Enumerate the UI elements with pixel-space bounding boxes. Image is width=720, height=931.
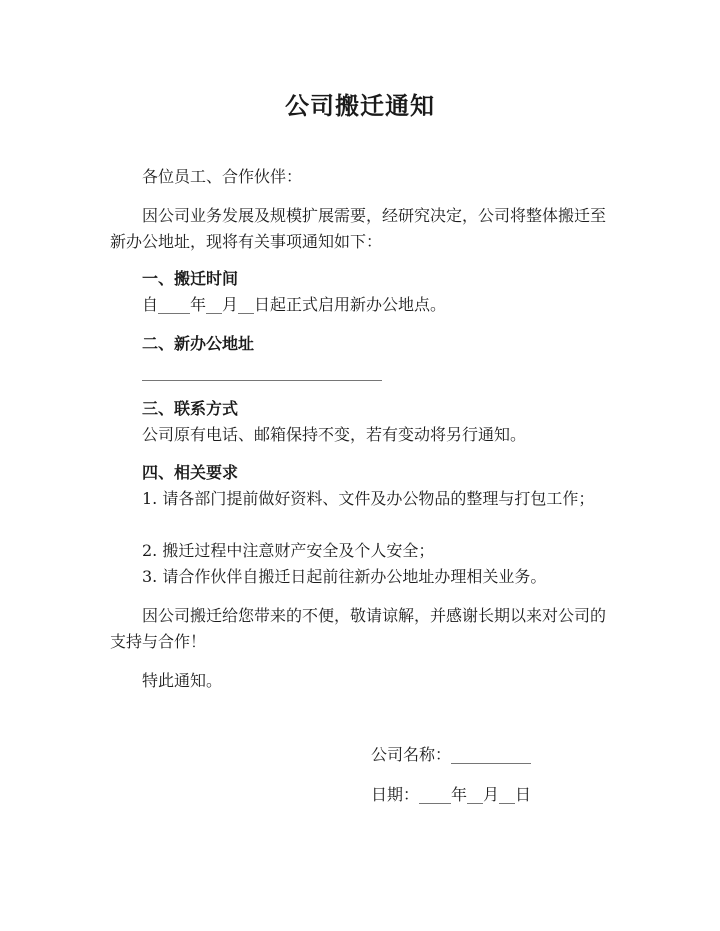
signature-company: 公司名称：__________ [371, 745, 532, 764]
section-1-heading: 一、搬迁时间 [142, 269, 239, 288]
signature-date: 日期：____年__月__日 [371, 785, 532, 804]
section-1-content: 自____年__月__日起正式启用新办公地点。 [142, 295, 447, 314]
document-title: 公司搬迁通知 [285, 92, 435, 120]
section-3-heading: 三、联系方式 [142, 399, 239, 418]
section-4-heading: 四、相关要求 [142, 463, 239, 482]
closing-paragraph: 因公司搬迁给您带来的不便，敬请谅解，并感谢长期以来对公司的支持与合作！ [110, 606, 607, 651]
greeting: 各位员工、合作伙伴： [142, 167, 303, 186]
requirement-item-1: 1. 请各部门提前做好资料、文件及办公物品的整理与打包工作； [142, 489, 595, 508]
intro-paragraph: 因公司业务发展及规模扩展需要，经研究决定，公司将整体搬迁至新办公地址，现将有关事项通知如下： [110, 206, 607, 251]
section-2-heading: 二、新办公地址 [142, 334, 255, 353]
requirement-item-2: 2. 搬迁过程中注意财产安全及个人安全； [142, 541, 435, 560]
notice-text: 特此通知。 [142, 671, 223, 690]
requirement-item-3: 3. 请合作伙伴自搬迁日起前往新办公地址办理相关业务。 [142, 567, 547, 586]
section-3-content: 公司原有电话、邮箱保持不变，若有变动将另行通知。 [142, 425, 527, 444]
section-2-content: ______________________________ [142, 362, 382, 381]
